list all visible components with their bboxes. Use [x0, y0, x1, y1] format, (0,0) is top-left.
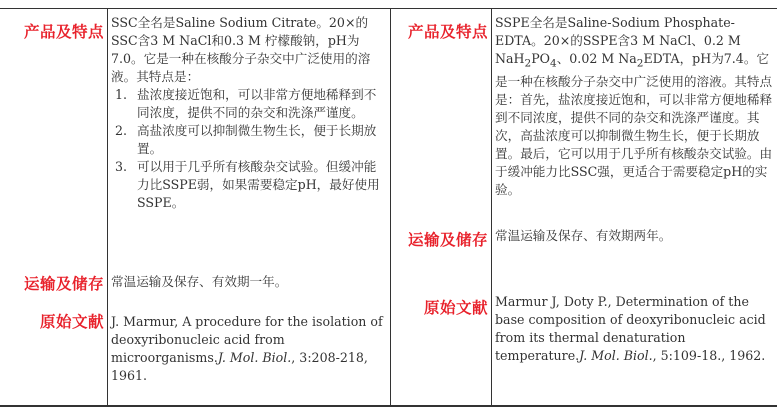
right-reference-label: 原始文献	[423, 299, 488, 317]
text-run: 、0.02 M Na	[556, 51, 637, 66]
table-top-border	[0, 8, 777, 9]
text-run: EDTA，pH为7.4。它是一种在核酸分子杂交中广泛使用的溶液。其特点是：首先，盐浓度接近饱和，可以非常方便地稀释到不同浓度，提供不同的杂交和洗涤严谨度。其次，高盐浓度可以抑制微生物生长，便于长期放置。最后，它可以用于几乎所有核酸杂交试验。由于缓冲能力比SSC强，更适合于需要稳定pH的实验。	[495, 51, 773, 197]
reference-citation: , 3:208-218, 1961.	[111, 350, 368, 383]
reference-journal: J. Mol. Biol.	[217, 350, 292, 365]
right-features-label: 产品及特点	[407, 23, 488, 41]
left-features-label: 产品及特点	[23, 23, 104, 41]
subscript: 2	[524, 57, 532, 70]
list-item	[111, 122, 386, 158]
right-storage-text: 常温运输及保存、有效期两年。	[495, 228, 672, 243]
list-item	[111, 86, 386, 122]
list-item-number: 2.	[115, 123, 128, 138]
subscript: 4	[550, 57, 557, 70]
column-divider	[107, 8, 108, 406]
text-run: PO	[531, 51, 551, 66]
left-features-list	[111, 86, 386, 212]
list-item-number: 3.	[115, 159, 128, 174]
column-divider	[491, 8, 492, 406]
right-storage-label: 运输及储存	[407, 231, 488, 249]
column-divider	[390, 8, 391, 406]
reference-journal: J. Mol. Biol.	[579, 348, 653, 363]
list-item	[111, 158, 386, 212]
list-item-text: 高盐浓度可以抑制微生物生长，便于长期放置。	[137, 123, 377, 156]
table-bottom-border	[0, 405, 777, 407]
right-features-text	[495, 14, 774, 199]
list-item-number: 1.	[115, 87, 128, 102]
left-features-text	[111, 14, 386, 212]
reference-citation: , 5:109-18., 1962.	[652, 348, 766, 363]
left-reference-label: 原始文献	[39, 313, 104, 331]
reference-body: Marmur J, Doty P., Determination of the base composition of deoxyribonucleic acid from its thermal denaturation temperature.	[495, 294, 766, 363]
right-reference-text	[495, 293, 774, 365]
reference-body: J. Marmur, A procedure for the isolation of deoxyribonucleic acid from microorganisms.	[111, 314, 383, 365]
text-run: SSPE全名是Saline-Sodium Phosphate-EDTA。20×的SSPE含3 M NaCl、0.2 M NaH	[495, 15, 741, 66]
left-storage-label: 运输及储存	[23, 275, 104, 293]
list-item-text: 可以用于几乎所有核酸杂交试验。但缓冲能力比SSPE弱，如果需要稳定pH，最好使用SSPE。	[137, 159, 380, 210]
subscript: 2	[636, 57, 644, 70]
left-features-intro: SSC全名是Saline Sodium Citrate。20×的SSC含3 M NaCl和0.3 M 柠檬酸钠，pH为7.0。它是一种在核酸分子杂交中广泛使用的溶液。其特点是：	[111, 15, 371, 84]
left-reference-text	[111, 313, 386, 385]
list-item-text: 盐浓度接近饱和，可以非常方便地稀释到不同浓度，提供不同的杂交和洗涤严谨度。	[137, 87, 377, 120]
left-storage-text: 常温运输及保存、有效期一年。	[111, 274, 288, 289]
